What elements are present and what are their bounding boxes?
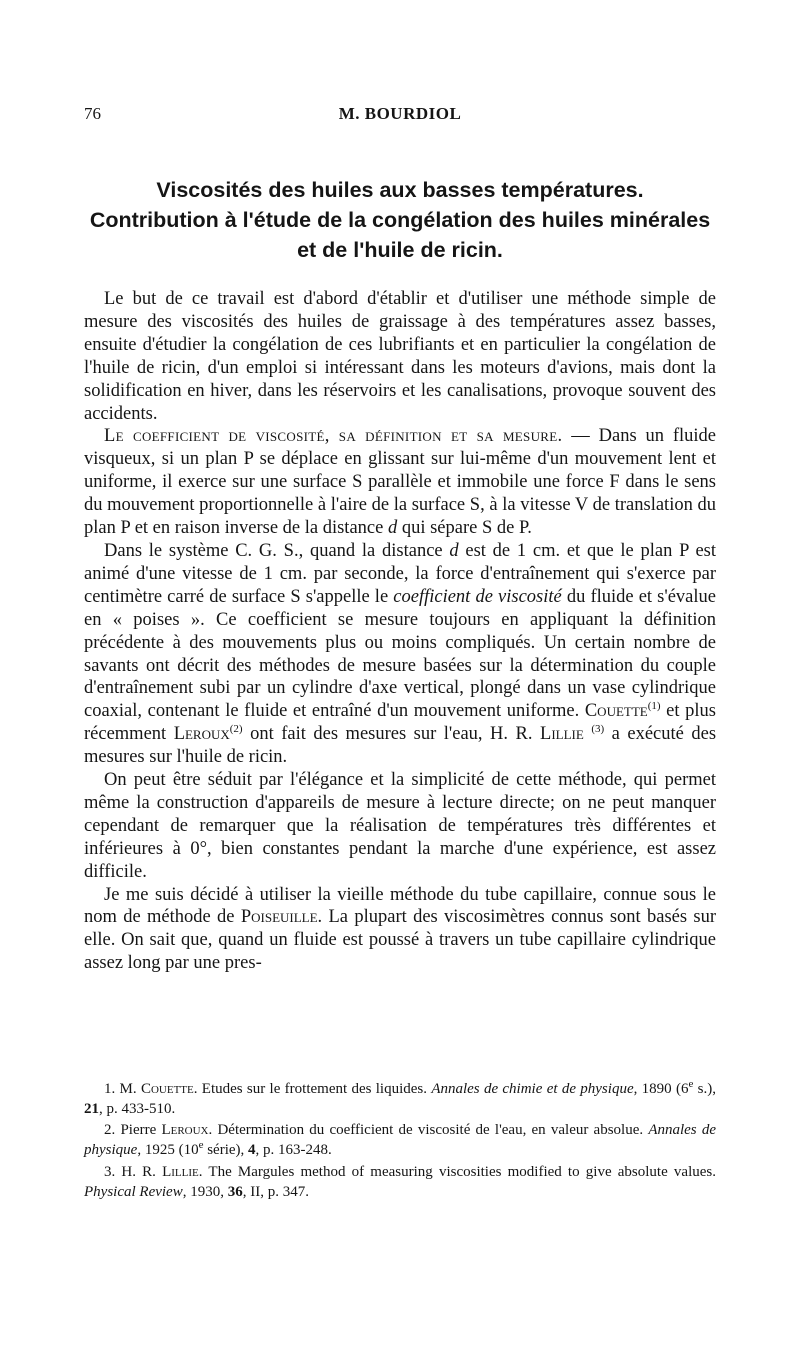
title-line-3: et de l'huile de ricin. (297, 238, 503, 262)
term-coefficient: coefficient de viscosité (393, 586, 562, 607)
paragraph-capillary: Je me suis décidé à utiliser la vieille méthode du tube capillaire, connue sous le nom de méthode de Poiseuille. La plupart des viscosimètres connus sont basés sur elle. On sait que, quand un fluide est poussé à travers un tube capillaire cylindrique assez long par une pres- (84, 884, 716, 974)
footnote-ref-1: (1) (647, 700, 661, 713)
body-text (84, 288, 716, 975)
name-leroux: Leroux (173, 724, 230, 745)
footnote-3: 3. H. R. Lillie. The Margules method of measuring viscosities modified to give absolute values. Physical Review, 1930, 36, II, p. 347. (84, 1163, 716, 1200)
paragraph-definition: Le coefficient de viscosité, sa définition et sa mesure. — Dans un fluide visqueux, si un plan P se déplace en glissant sur lui-même d'un mouvement lent et uniforme, il exerce sur une surface S parallèle et immobile une force F dans le sens du mouvement proportionnelle à l'aire de la surface S, à la vitesse V de translation du plan P et en raison inverse de la distance d qui sépare S de P. (84, 426, 716, 539)
running-header (84, 104, 716, 128)
name-couette: Couette (584, 701, 648, 722)
title-line-1: Viscosités des huiles aux basses températures. (156, 178, 644, 202)
page-number: 76 (84, 104, 101, 123)
article-title (70, 175, 730, 265)
footnote-2: 2. Pierre Leroux. Détermination du coefficient de viscosité de l'eau, en valeur absolue. Annales de physique, 1925 (10e série), 4, p. 163-248. (84, 1122, 716, 1159)
name-lillie: Lillie (540, 724, 584, 745)
paragraph-method: On peut être séduit par l'élégance et la simplicité de cette méthode, qui permet même la construction d'appareils de mesure à lecture directe; on ne peut manquer cependant de remarquer que la réalisation de températures très différentes et inférieures à 0°, bien constantes pendant la marche d'une expérience, est assez difficile. (84, 770, 716, 882)
author-header: M. BOURDIOL (338, 104, 462, 123)
section-heading: Le coefficient de viscosité, sa définition et sa mesure. (104, 426, 563, 447)
footnote-1: 1. M. Couette. Etudes sur le frottement des liquides. Annales de chimie et de physique, 1890 (6e s.), 21, p. 433-510. (84, 1078, 716, 1117)
footnote-ref-3: (3) (591, 723, 605, 736)
name-poiseuille: Poiseuille (240, 907, 318, 928)
paragraph-intro: Le but de ce travail est d'abord d'établir et d'utiliser une méthode simple de mesure des viscosités des huiles de graissage à des températures assez basses, ensuite d'étudier la congélation de ces lubrifiants et en particulier la congélation de l'huile de ricin, d'un emploi si intéressant dans les moteurs d'avions, mais dont la solidification en hiver, dans les réservoirs et les canalisations, provoque souvent des accidents. (84, 289, 716, 424)
footnote-ref-2: (2) (229, 723, 243, 736)
paragraph-cgs: Dans le système C. G. S., quand la distance d est de 1 cm. et que le plan P est animé d'une vitesse de 1 cm. par seconde, la force d'entraînement qui s'exerce par centimètre carré de surface S s'appelle le coefficient de viscosité du fluide et s'évalue en « poises ». Ce coefficient se mesure toujours en appliquant la définition précédente à des mouvements plus ou moins compliqués. Un certain nombre de savants ont décrit des méthodes de mesure basées sur la détermination du couple d'entraînement subi par un cylindre d'axe vertical, plongé dans un vase cylindrique coaxial, contenant le fluide et entraîné d'un mouvement uniforme. Couette$^{(1)}$ et plus récemment Leroux$^{(2)}$ ont fait des mesures sur l'eau, H. R. Lillie $^{(3)}$ a exécuté des mesures sur l'huile de ricin. (84, 540, 717, 768)
footnotes (84, 1080, 716, 1202)
title-line-2: Contribution à l'étude de la congélation des huiles minérales (89, 208, 711, 232)
